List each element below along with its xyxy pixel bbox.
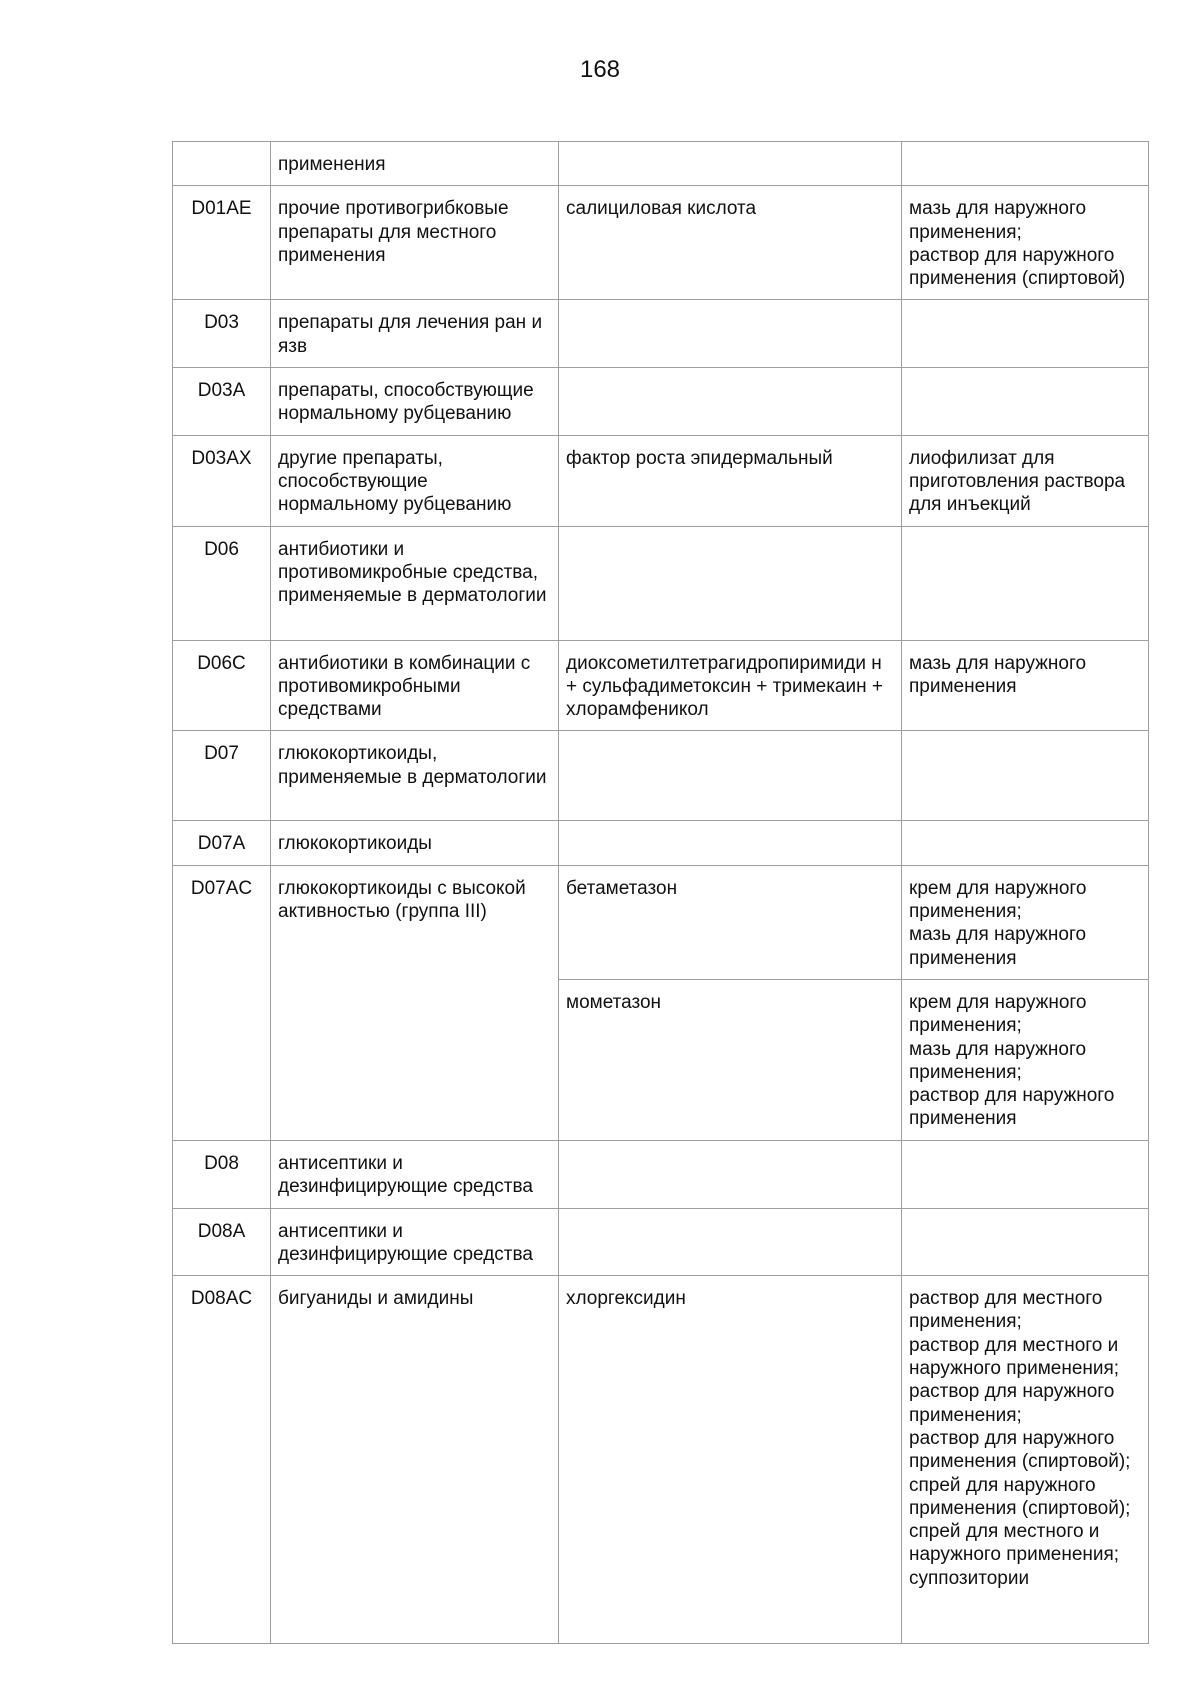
atc-code-cell: D07AC bbox=[173, 865, 271, 1140]
group-name-cell: антисептики и дезинфицирующие средства bbox=[271, 1140, 559, 1208]
drug-name-cell: мометазон bbox=[559, 979, 902, 1140]
dosage-form-cell bbox=[902, 368, 1149, 436]
table-row bbox=[173, 142, 1149, 186]
dosage-form-cell: лиофилизат для приготовления раствора для инъекций bbox=[902, 435, 1149, 526]
atc-code-cell: D03A bbox=[173, 368, 271, 436]
group-name-cell: применения bbox=[271, 142, 559, 186]
drug-name-cell bbox=[559, 1140, 902, 1208]
table-row bbox=[173, 1140, 1149, 1208]
dosage-form-cell bbox=[902, 142, 1149, 186]
atc-code-cell: D01AE bbox=[173, 186, 271, 300]
table-row bbox=[173, 186, 1149, 300]
drug-table bbox=[172, 141, 1149, 1644]
dosage-form-cell bbox=[902, 821, 1149, 865]
table-row bbox=[173, 435, 1149, 526]
group-name-cell: прочие противогрибковые препараты для местного применения bbox=[271, 186, 559, 300]
atc-code-cell: D06C bbox=[173, 640, 271, 731]
atc-code-cell: D06 bbox=[173, 526, 271, 640]
dosage-form-cell: раствор для местного применения; раствор для местного и наружного применения; раствор для наружного применения; раствор для наружного применения (спиртовой); спрей для наружного применения (спиртовой); спрей для местного и наружного применения; суппозитории bbox=[902, 1276, 1149, 1644]
group-name-cell: антисептики и дезинфицирующие средства bbox=[271, 1208, 559, 1276]
drug-name-cell bbox=[559, 300, 902, 368]
table-row bbox=[173, 368, 1149, 436]
dosage-form-cell: мазь для наружного применения bbox=[902, 640, 1149, 731]
group-name-cell: глюкокортикоиды, применяемые в дерматологии bbox=[271, 731, 559, 821]
table-row bbox=[173, 640, 1149, 731]
atc-code-cell: D07A bbox=[173, 821, 271, 865]
group-name-cell: глюкокортикоиды bbox=[271, 821, 559, 865]
atc-code-cell: D08A bbox=[173, 1208, 271, 1276]
table-row bbox=[173, 1208, 1149, 1276]
table-row bbox=[173, 300, 1149, 368]
group-name-cell: глюкокортикоиды с высокой активностью (группа III) bbox=[271, 865, 559, 1140]
dosage-form-cell bbox=[902, 300, 1149, 368]
drug-name-cell bbox=[559, 731, 902, 821]
atc-code-cell: D08AC bbox=[173, 1276, 271, 1644]
table-row bbox=[173, 865, 1149, 979]
drug-name-cell bbox=[559, 526, 902, 640]
table-row bbox=[173, 731, 1149, 821]
drug-name-cell: салициловая кислота bbox=[559, 186, 902, 300]
drug-name-cell bbox=[559, 368, 902, 436]
table-row bbox=[173, 1276, 1149, 1644]
group-name-cell: антибиотики в комбинации с противомикробными средствами bbox=[271, 640, 559, 731]
atc-code-cell: D08 bbox=[173, 1140, 271, 1208]
atc-code-cell: D07 bbox=[173, 731, 271, 821]
dosage-form-cell: мазь для наружного применения; раствор для наружного применения (спиртовой) bbox=[902, 186, 1149, 300]
dosage-form-cell bbox=[902, 1208, 1149, 1276]
drug-name-cell bbox=[559, 821, 902, 865]
group-name-cell: препараты, способствующие нормальному рубцеванию bbox=[271, 368, 559, 436]
atc-code-cell: D03 bbox=[173, 300, 271, 368]
atc-code-cell: D03AX bbox=[173, 435, 271, 526]
group-name-cell: бигуаниды и амидины bbox=[271, 1276, 559, 1644]
drug-name-cell: диоксометилтетрагидропиримиди н + сульфадиметоксин + тримекаин + хлорамфеникол bbox=[559, 640, 902, 731]
page-number: 168 bbox=[579, 56, 621, 83]
drug-name-cell: бетаметазон bbox=[559, 865, 902, 979]
drug-name-cell: хлоргексидин bbox=[559, 1276, 902, 1644]
group-name-cell: другие препараты, способствующие нормальному рубцеванию bbox=[271, 435, 559, 526]
drug-name-cell bbox=[559, 1208, 902, 1276]
drug-name-cell bbox=[559, 142, 902, 186]
atc-code-cell bbox=[173, 142, 271, 186]
dosage-form-cell bbox=[902, 1140, 1149, 1208]
dosage-form-cell bbox=[902, 731, 1149, 821]
table-row bbox=[173, 821, 1149, 865]
dosage-form-cell bbox=[902, 526, 1149, 640]
dosage-form-cell: крем для наружного применения; мазь для наружного применения; раствор для наружного применения bbox=[902, 979, 1149, 1140]
group-name-cell: препараты для лечения ран и язв bbox=[271, 300, 559, 368]
dosage-form-cell: крем для наружного применения; мазь для наружного применения bbox=[902, 865, 1149, 979]
drug-name-cell: фактор роста эпидермальный bbox=[559, 435, 902, 526]
table-row bbox=[173, 526, 1149, 640]
group-name-cell: антибиотики и противомикробные средства, применяемые в дерматологии bbox=[271, 526, 559, 640]
